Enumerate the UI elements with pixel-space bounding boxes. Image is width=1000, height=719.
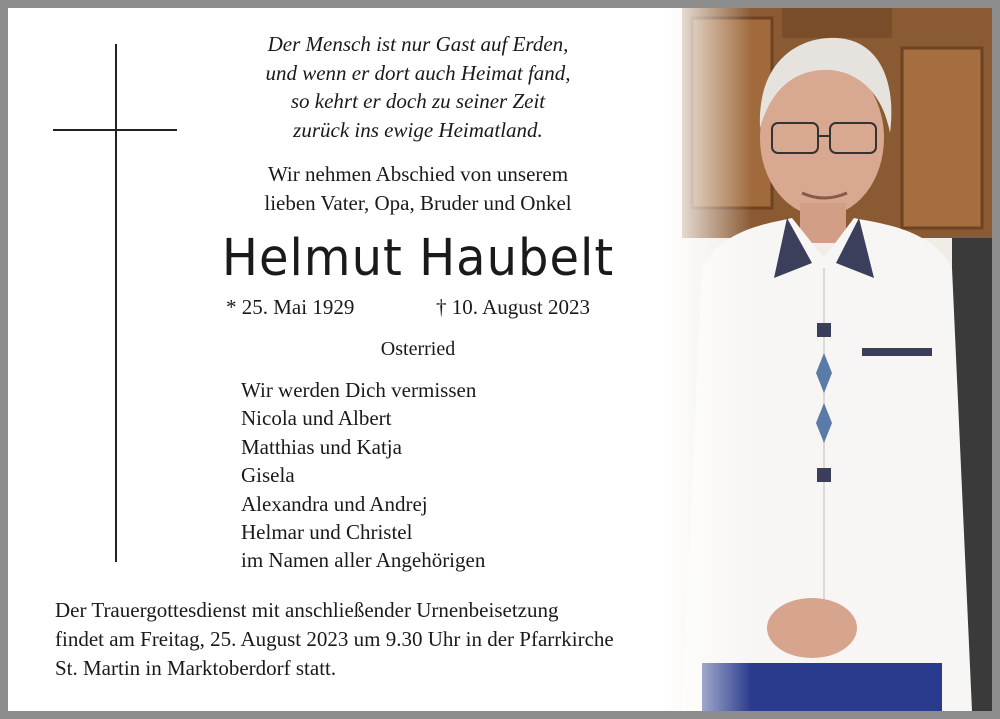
family-line: im Namen aller Angehörigen [241, 548, 486, 573]
poem-line: Der Mensch ist nur Gast auf Erden, [267, 32, 569, 56]
portrait-photo [662, 8, 992, 711]
family-list [241, 376, 485, 575]
birth-date: * 25. Mai 1929 [226, 295, 355, 319]
poem-line: und wenn er dort auch Heimat fand, [265, 60, 571, 85]
farewell-text [158, 160, 678, 218]
farewell-line: lieben Vater, Opa, Bruder und Onkel [264, 191, 572, 215]
service-line: findet am Freitag, 25. August 2023 um 9.30 Uhr in der Pfarrkirche [55, 627, 614, 651]
family-line: Gisela [241, 463, 295, 488]
place: Osterried [380, 338, 456, 360]
deceased-name: Helmut Haubelt [221, 228, 615, 288]
family-line: Helmar und Christel [241, 520, 413, 545]
family-line: Wir werden Dich vermissen [241, 378, 477, 402]
family-line: Alexandra und Andrej [241, 491, 428, 516]
poem-line: so kehrt er doch zu seiner Zeit [290, 89, 546, 113]
cross-icon [115, 44, 117, 562]
poem [158, 30, 678, 144]
family-line: Nicola und Albert [241, 406, 392, 431]
family-line: Matthias und Katja [241, 434, 402, 459]
service-notice [55, 596, 614, 683]
service-line: St. Martin in Marktoberdorf statt. [55, 656, 337, 680]
poem-line: zurück ins ewige Heimatland. [293, 117, 543, 142]
farewell-line: Wir nehmen Abschied von unserem [267, 162, 569, 186]
obituary-card [8, 8, 992, 711]
service-line: Der Trauergottesdienst mit anschließender Urnenbeisetzung [55, 598, 559, 622]
death-date: † 10. August 2023 [436, 295, 591, 319]
